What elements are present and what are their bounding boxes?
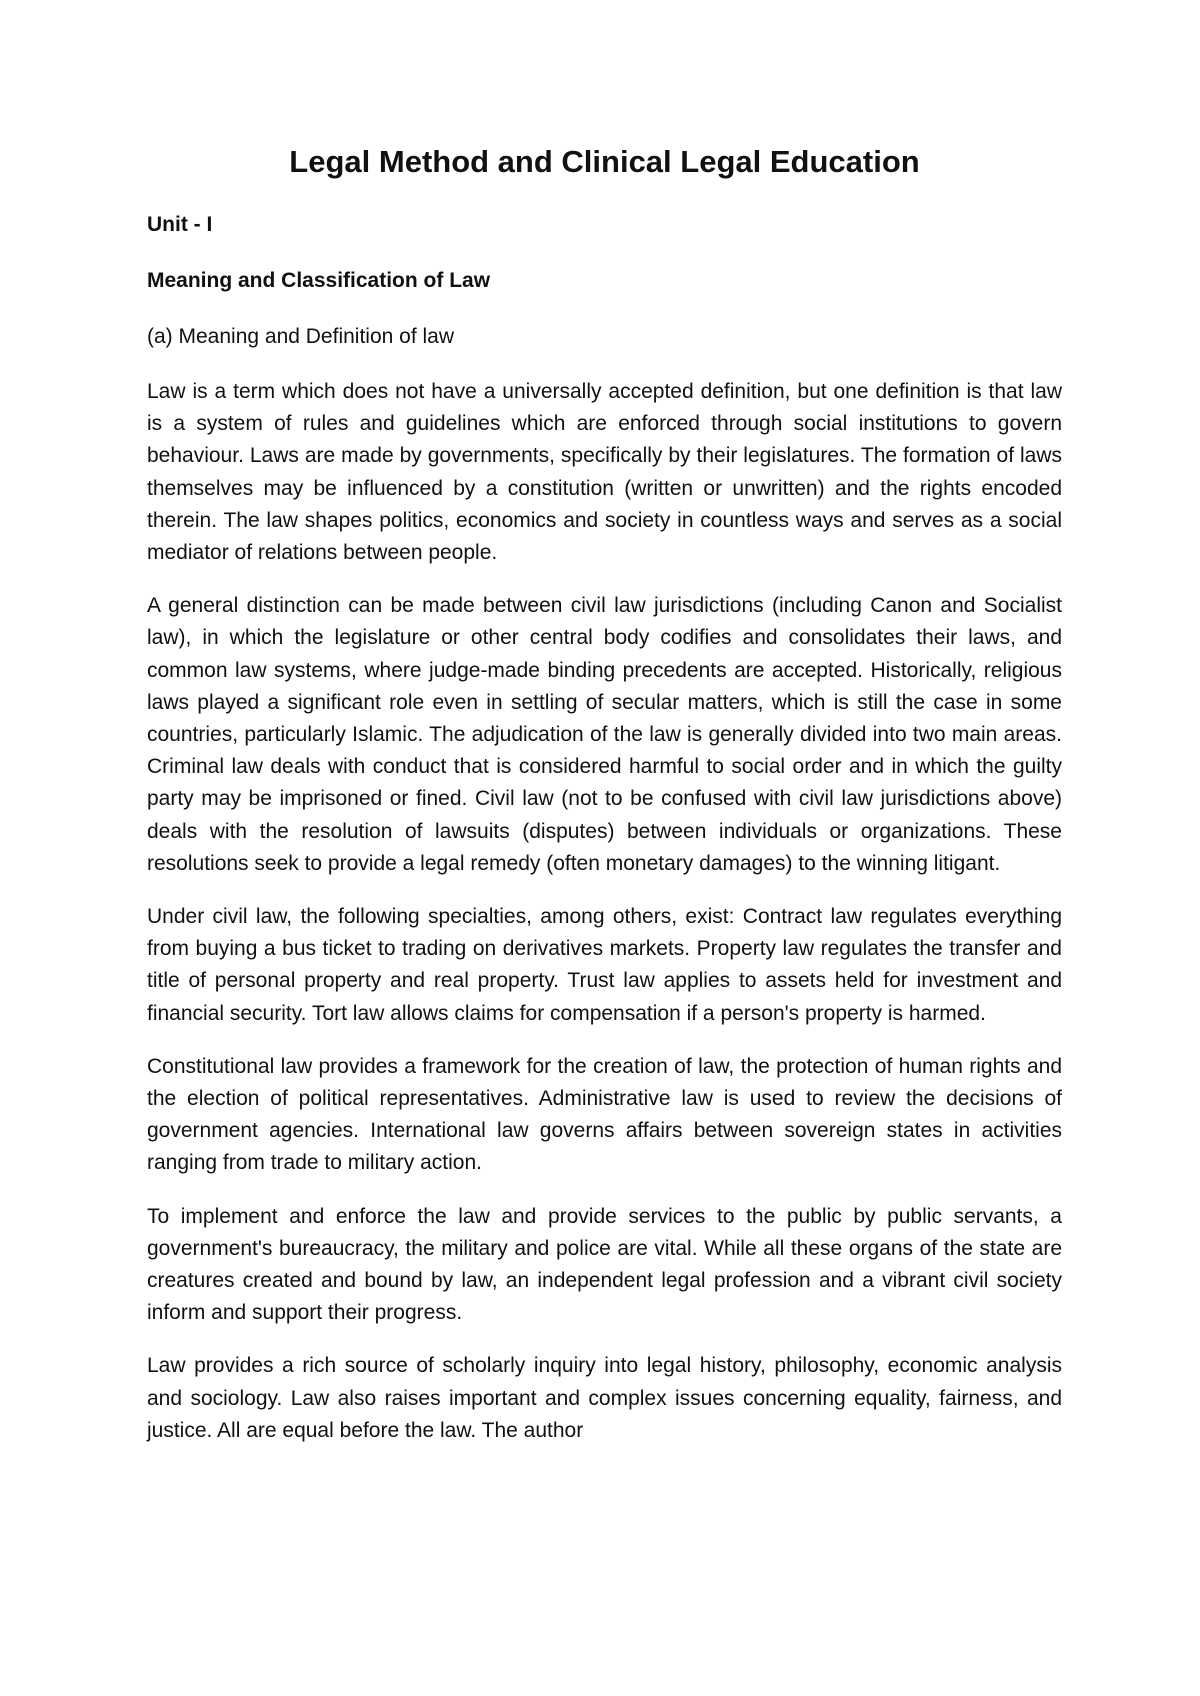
paragraph-scholarly-inquiry: Law provides a rich source of scholarly inquiry into legal history, philosophy, economic analysis and sociology. Law also raises important and complex issues concerning equality, fairness, and justice. All are equal before the law. The author [147, 1354, 1062, 1442]
paragraph-constitutional-law: Constitutional law provides a framework for the creation of law, the protection of human rights and the election of political representatives. Administrative law is used to review the decisions of government agencies. International law governs affairs between sovereign states in activities ranging from trade to military action. [147, 1054, 1062, 1175]
document-page [147, 140, 1062, 1468]
section-heading: Meaning and Classification of Law [147, 269, 491, 292]
document-title: Legal Method and Clinical Legal Education [289, 144, 920, 179]
unit-heading: Unit - I [147, 213, 213, 236]
paragraph-civil-common-law: A general distinction can be made between civil law jurisdictions (including Canon and Socialist law), in which the legislature or other central body codifies and consolidates their laws, and common law systems, where judge-made binding precedents are accepted. Historically, religious laws played a significant role even in settling of secular matters, which is still the case in some countries, particularly Islamic. The adjudication of the law is generally divided into two main areas. Criminal law deals with conduct that is considered harmful to social order and in which the guilty party may be imprisoned or fined. Civil law (not to be confused with civil law jurisdictions above) deals with the resolution of lawsuits (disputes) between individuals or organizations. These resolutions seek to provide a legal remedy (often monetary damages) to the winning litigant. [147, 594, 1062, 875]
paragraph-definition: Law is a term which does not have a universally accepted definition, but one definition is that law is a system of rules and guidelines which are enforced through social institutions to govern behaviour. Laws are made by governments, specifically by their legislatures. The formation of laws themselves may be influenced by a constitution (written or unwritten) and the rights encoded therein. The law shapes politics, economics and society in countless ways and serves as a social mediator of relations between people. [147, 380, 1062, 565]
paragraph-enforcement: To implement and enforce the law and provide services to the public by public servants, a government's bureaucracy, the military and police are vital. While all these organs of the state are creatures created and bound by law, an independent legal profession and a vibrant civil society inform and support their progress. [147, 1204, 1062, 1325]
subsection-heading: (a) Meaning and Definition of law [147, 325, 455, 348]
paragraph-civil-specialties: Under civil law, the following specialties, among others, exist: Contract law regulates everything from buying a bus ticket to trading on derivatives markets. Property law regulates the transfer and title of personal property and real property. Trust law applies to assets held for investment and financial security. Tort law allows claims for compensation if a person's property is harmed. [147, 905, 1062, 1025]
